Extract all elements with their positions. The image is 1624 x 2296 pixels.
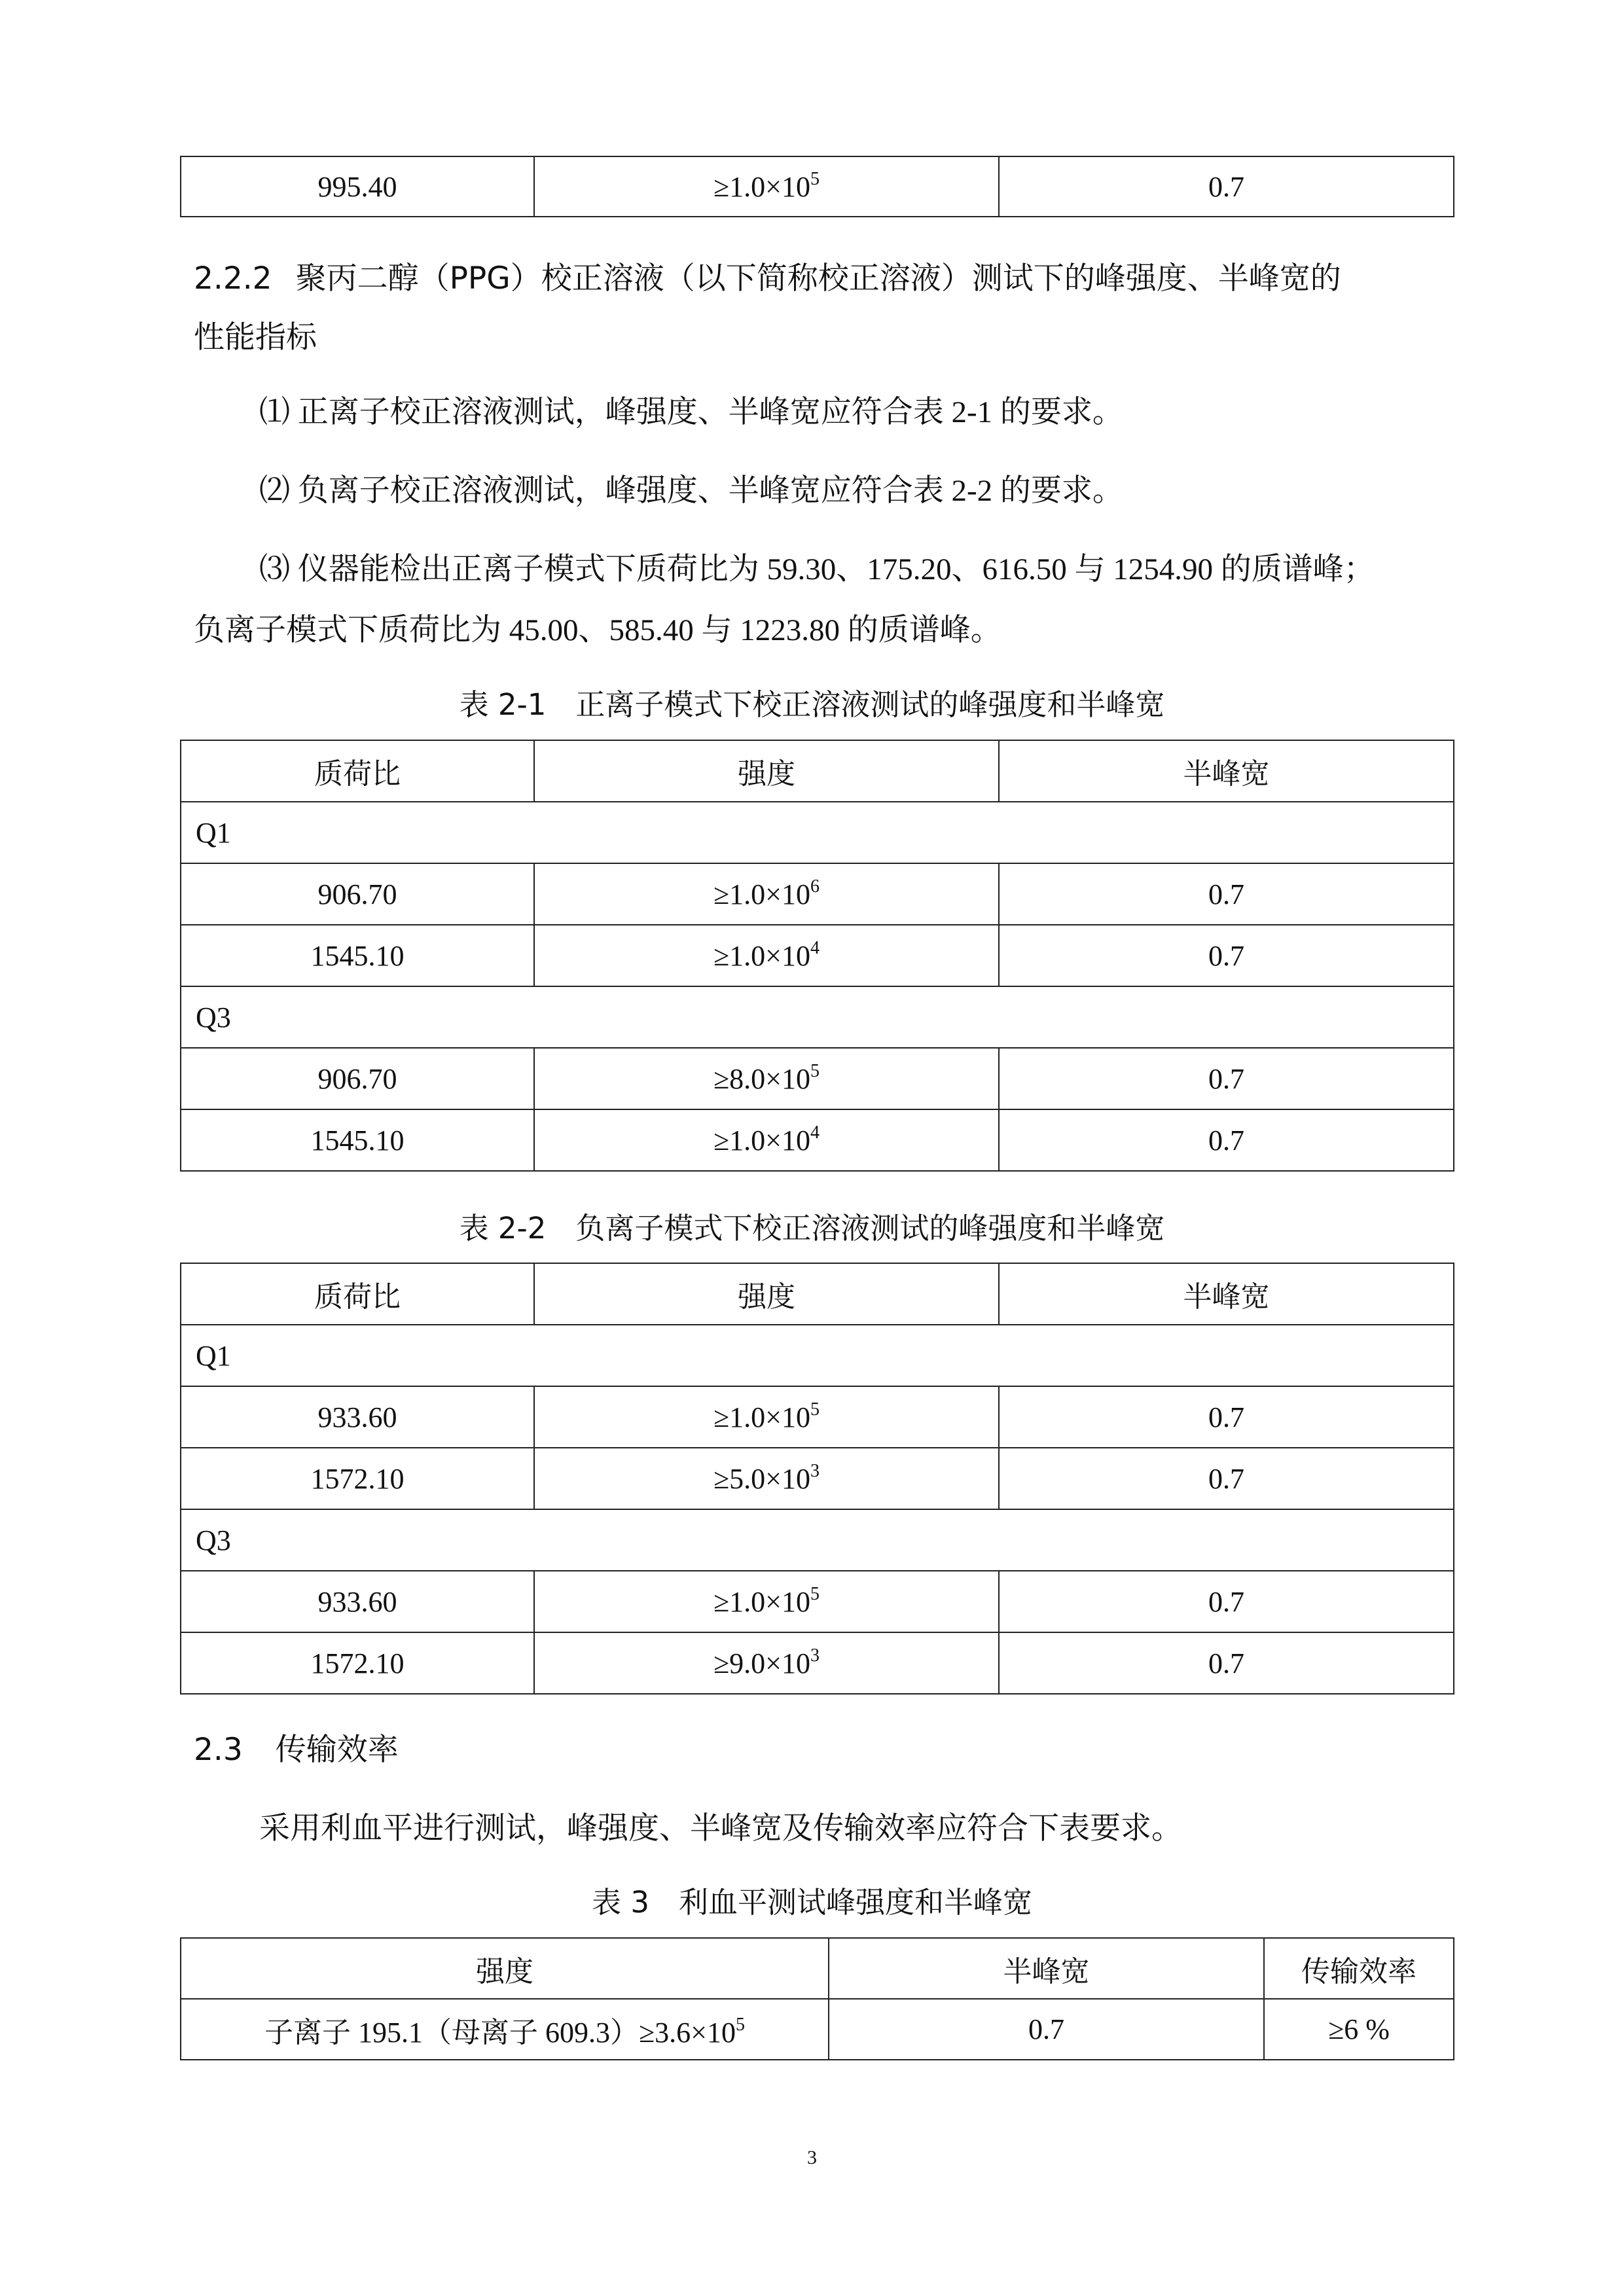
table-2-2 bbox=[180, 1263, 1454, 1695]
group-label: Q1 bbox=[181, 802, 1454, 863]
intensity-base: ≥1.0×10 bbox=[713, 1401, 810, 1433]
section-number: 2.3 bbox=[194, 1732, 243, 1768]
column-header: 半峰宽 bbox=[829, 1938, 1264, 1999]
column-header: 强度 bbox=[181, 1938, 829, 1999]
column-header: 质荷比 bbox=[181, 740, 534, 802]
table-row bbox=[181, 1109, 1454, 1171]
fwhm-cell: 0.7 bbox=[999, 1109, 1454, 1171]
column-header: 半峰宽 bbox=[999, 740, 1454, 802]
section-23-paragraph: 采用利血平进行测试，峰强度、半峰宽及传输效率应符合下表要求。 bbox=[259, 1812, 1182, 1846]
column-header: 强度 bbox=[534, 740, 999, 802]
intensity-exponent: 4 bbox=[810, 1122, 820, 1143]
intensity-base: ≥5.0×10 bbox=[713, 1462, 810, 1495]
mz-cell: 933.60 bbox=[181, 1571, 534, 1632]
table-row bbox=[181, 1048, 1454, 1109]
intensity-exponent: 5 bbox=[735, 2014, 745, 2035]
intensity-exponent: 5 bbox=[810, 168, 820, 189]
intensity-cell bbox=[534, 1448, 999, 1509]
mz-cell: 1545.10 bbox=[181, 925, 534, 986]
intensity-exponent: 4 bbox=[810, 937, 820, 958]
intensity-base: ≥1.0×10 bbox=[713, 1124, 810, 1157]
intensity-base: ≥9.0×10 bbox=[713, 1647, 810, 1679]
intensity-cell bbox=[534, 863, 999, 925]
intensity-base: ≥1.0×10 bbox=[713, 170, 810, 203]
list-item: ⑶ 仪器能检出正离子模式下质荷比为 59.30、175.20、616.50 与 1254.90 的质谱峰； bbox=[259, 552, 1375, 586]
intensity-exponent: 5 bbox=[810, 1060, 820, 1081]
column-header: 质荷比 bbox=[181, 1263, 534, 1325]
intensity-exponent: 6 bbox=[810, 876, 820, 897]
table-header-row bbox=[181, 1263, 1454, 1325]
fwhm-cell: 0.7 bbox=[999, 925, 1454, 986]
intensity-cell bbox=[534, 1109, 999, 1171]
fwhm-cell: 0.7 bbox=[829, 1999, 1264, 2060]
section-number: 2.2.2 bbox=[194, 260, 272, 296]
group-row bbox=[181, 986, 1454, 1048]
mz-cell: 1572.10 bbox=[181, 1632, 534, 1694]
table-row bbox=[181, 925, 1454, 986]
fwhm-cell: 0.7 bbox=[999, 1048, 1454, 1109]
group-label: Q3 bbox=[181, 986, 1454, 1048]
table-row bbox=[181, 1386, 1454, 1448]
table-row bbox=[181, 1999, 1454, 2060]
top-table bbox=[180, 156, 1454, 217]
efficiency-cell: ≥6 % bbox=[1264, 1999, 1454, 2060]
table-3 bbox=[180, 1937, 1454, 2060]
intensity-cell bbox=[534, 156, 999, 217]
list-item: ⑵ 负离子校正溶液测试，峰强度、半峰宽应符合表 2-2 的要求。 bbox=[259, 474, 1123, 508]
intensity-exponent: 3 bbox=[810, 1645, 820, 1666]
intensity-base: ≥8.0×10 bbox=[713, 1062, 810, 1095]
table-2-1 bbox=[180, 740, 1454, 1172]
intensity-cell bbox=[534, 1048, 999, 1109]
column-header: 强度 bbox=[534, 1263, 999, 1325]
table-row bbox=[181, 1632, 1454, 1694]
group-label: Q1 bbox=[181, 1325, 1454, 1386]
list-item: ⑴ 正离子校正溶液测试，峰强度、半峰宽应符合表 2-1 的要求。 bbox=[259, 395, 1123, 429]
group-row bbox=[181, 802, 1454, 863]
intensity-exponent: 5 bbox=[810, 1583, 820, 1604]
intensity-cell bbox=[181, 1999, 829, 2060]
intensity-base: ≥1.0×10 bbox=[713, 1585, 810, 1618]
mz-cell: 906.70 bbox=[181, 1048, 534, 1109]
fwhm-cell: 0.7 bbox=[999, 1448, 1454, 1509]
group-label: Q3 bbox=[181, 1509, 1454, 1571]
mz-cell: 1572.10 bbox=[181, 1448, 534, 1509]
mz-cell: 995.40 bbox=[181, 156, 534, 217]
table-row bbox=[181, 156, 1454, 217]
section-23-heading bbox=[194, 1725, 399, 1769]
mz-cell: 1545.10 bbox=[181, 1109, 534, 1171]
intensity-base: ≥1.0×10 bbox=[713, 878, 810, 910]
group-row bbox=[181, 1509, 1454, 1571]
intensity-exponent: 5 bbox=[810, 1399, 820, 1420]
intensity-cell bbox=[534, 925, 999, 986]
intensity-base: ≥1.0×10 bbox=[713, 939, 810, 972]
table-3-caption: 表 3 利血平测试峰强度和半峰宽 bbox=[592, 1885, 1032, 1920]
table-row bbox=[181, 1571, 1454, 1632]
page-number: 3 bbox=[807, 2147, 817, 2168]
group-row bbox=[181, 1325, 1454, 1386]
table-header-row bbox=[181, 1938, 1454, 1999]
section-222-heading-line2: 性能指标 bbox=[194, 319, 317, 355]
fwhm-cell: 0.7 bbox=[999, 1571, 1454, 1632]
intensity-cell bbox=[534, 1386, 999, 1448]
table-row bbox=[181, 863, 1454, 925]
intensity-cell bbox=[534, 1632, 999, 1694]
intensity-base: 子离子 195.1（母离子 609.3）≥3.6×10 bbox=[264, 2016, 736, 2049]
column-header: 传输效率 bbox=[1264, 1938, 1454, 1999]
mz-cell: 933.60 bbox=[181, 1386, 534, 1448]
table-2-2-caption: 表 2-2 负离子模式下校正溶液测试的峰强度和半峰宽 bbox=[459, 1211, 1165, 1246]
table-row bbox=[181, 1448, 1454, 1509]
table-header-row bbox=[181, 740, 1454, 802]
list-item-continuation: 负离子模式下质荷比为 45.00、585.40 与 1223.80 的质谱峰。 bbox=[194, 613, 1001, 647]
intensity-cell bbox=[534, 1571, 999, 1632]
fwhm-cell: 0.7 bbox=[999, 863, 1454, 925]
fwhm-cell: 0.7 bbox=[999, 156, 1454, 217]
intensity-exponent: 3 bbox=[810, 1460, 820, 1481]
table-2-1-caption: 表 2-1 正离子模式下校正溶液测试的峰强度和半峰宽 bbox=[459, 687, 1165, 722]
section-222-heading bbox=[194, 254, 1341, 298]
section-title-line1: 聚丙二醇（PPG）校正溶液（以下简称校正溶液）测试下的峰强度、半峰宽的 bbox=[295, 260, 1341, 296]
column-header: 半峰宽 bbox=[999, 1263, 1454, 1325]
fwhm-cell: 0.7 bbox=[999, 1386, 1454, 1448]
mz-cell: 906.70 bbox=[181, 863, 534, 925]
fwhm-cell: 0.7 bbox=[999, 1632, 1454, 1694]
section-title: 传输效率 bbox=[275, 1732, 399, 1768]
